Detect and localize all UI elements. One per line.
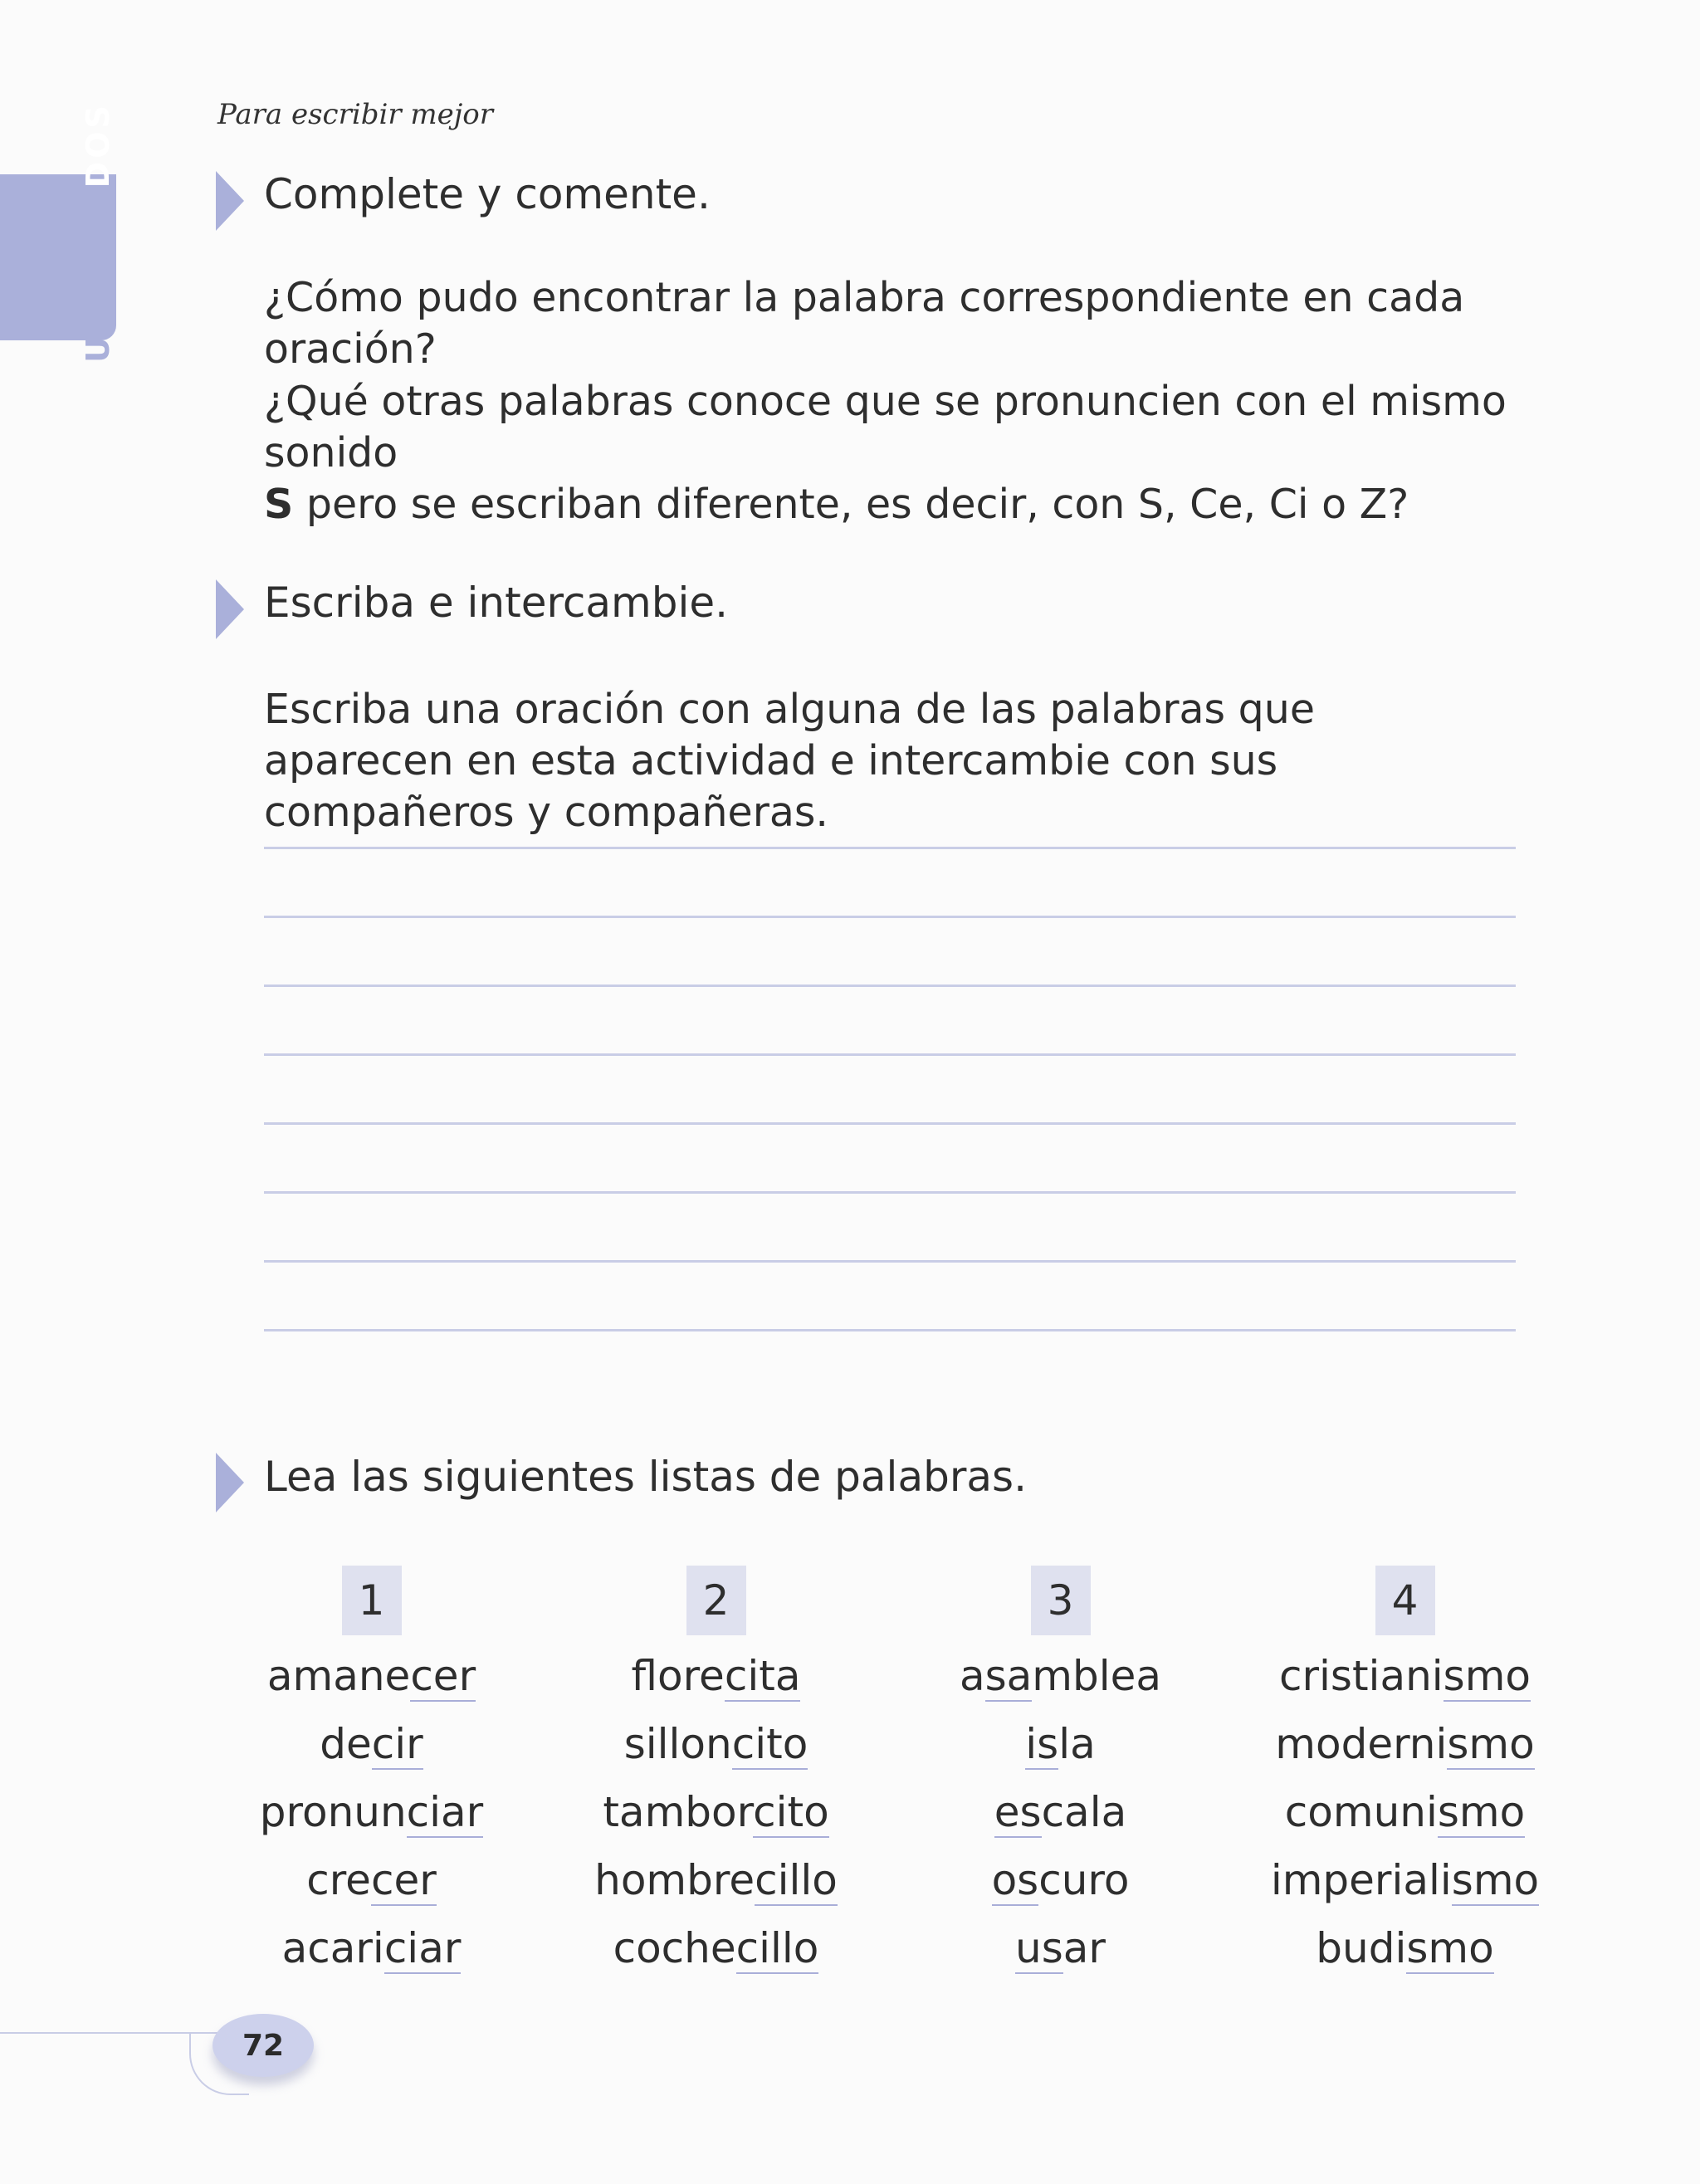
list-item: escala xyxy=(994,1788,1127,1836)
list-item: hombrecillo xyxy=(594,1856,838,1904)
list-number: 3 xyxy=(1031,1566,1091,1635)
list-item: decir xyxy=(320,1720,423,1768)
writing-line[interactable] xyxy=(264,849,1516,918)
list-item: crecer xyxy=(306,1856,437,1904)
list-item: isla xyxy=(1025,1720,1096,1768)
word-list-3 xyxy=(888,1566,1233,1982)
page-number: 72 xyxy=(212,2014,314,2077)
activity-heading-write: Escriba e intercambie. xyxy=(264,579,729,627)
word-list-4 xyxy=(1233,1566,1577,1982)
activity-heading-complete: Complete y comente. xyxy=(264,170,711,218)
list-item: amanecer xyxy=(266,1652,476,1700)
writing-line[interactable] xyxy=(264,1056,1516,1125)
unit-label xyxy=(80,102,116,363)
list-item: florecita xyxy=(631,1652,801,1700)
list-number: 4 xyxy=(1375,1566,1435,1635)
list-number: 1 xyxy=(342,1566,402,1635)
writing-line[interactable] xyxy=(264,1125,1516,1194)
activity-heading-read: Lea las siguientes listas de palabras. xyxy=(264,1453,1027,1501)
unit-number-word: DOS xyxy=(80,102,116,188)
list-item: oscuro xyxy=(991,1856,1130,1904)
writing-line[interactable] xyxy=(264,987,1516,1056)
list-item: cristianismo xyxy=(1278,1652,1531,1700)
word-list-1 xyxy=(199,1566,544,1982)
list-number: 2 xyxy=(686,1566,746,1635)
word-lists xyxy=(199,1566,1577,1982)
writing-line[interactable] xyxy=(264,918,1516,987)
list-item: pronunciar xyxy=(259,1788,484,1836)
list-item: acariciar xyxy=(281,1924,462,1972)
question-1: ¿Cómo pudo encontrar la palabra correspondiente en cada oración? xyxy=(264,274,1465,373)
list-item: tamborcito xyxy=(603,1788,829,1836)
bullet-triangle-icon xyxy=(216,579,244,639)
list-item: comunismo xyxy=(1284,1788,1526,1836)
bullet-triangle-icon xyxy=(216,1453,244,1512)
bullet-triangle-icon xyxy=(216,171,244,231)
section-title: Para escribir mejor xyxy=(217,98,494,131)
question-2-tail: pero se escriban diferente, es decir, con S, Ce, Ci o Z? xyxy=(293,481,1409,528)
writing-area[interactable] xyxy=(264,847,1516,1331)
writing-line[interactable] xyxy=(264,1263,1516,1331)
list-item: silloncito xyxy=(623,1720,808,1768)
writing-line[interactable] xyxy=(264,1194,1516,1263)
list-item: modernismo xyxy=(1275,1720,1535,1768)
question-2 xyxy=(264,376,1526,530)
list-item: imperialismo xyxy=(1270,1856,1540,1904)
unit-word: UNIDAD xyxy=(80,202,116,363)
write-instruction: Escriba una oración con alguna de las palabras que aparecen en esta actividad e intercambie con sus compañeros y compañeras. xyxy=(264,686,1315,836)
bold-letter-s: S xyxy=(264,481,294,528)
list-item: cochecillo xyxy=(613,1924,819,1972)
list-item: usar xyxy=(1015,1924,1106,1972)
list-item: asamblea xyxy=(959,1652,1162,1700)
word-list-2 xyxy=(544,1566,888,1982)
question-2-line: ¿Qué otras palabras conoce que se pronuncien con el mismo sonido xyxy=(264,378,1507,476)
list-item: budismo xyxy=(1316,1924,1494,1972)
